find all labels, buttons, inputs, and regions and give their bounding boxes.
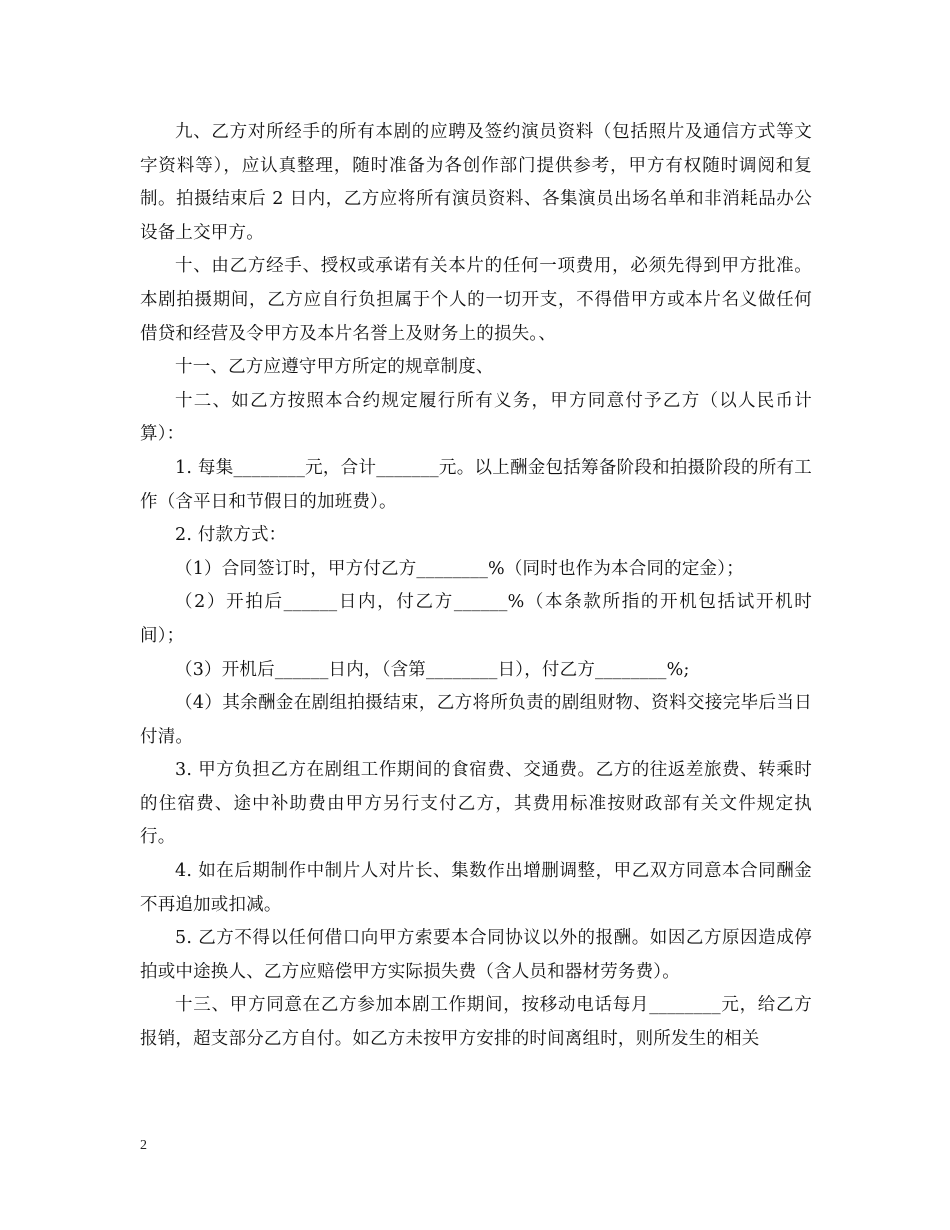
clause-12-item-4: 4. 如在后期制作中制片人对片长、集数作出增删调整，甲乙双方同意本合同酬金不再追加或扣减。 <box>140 861 812 915</box>
page-number: 2 <box>140 1138 147 1153</box>
clause-11: 十一、乙方应遵守甲方所定的规章制度、 <box>175 357 494 378</box>
clause-12: 十二、如乙方按照本合约规定履行所有义务，甲方同意付予乙方（以人民币计算）： <box>140 390 812 445</box>
clause-13: 十三、甲方同意在乙方参加本剧工作期间，按移动电话每月________元，给乙方报销，超支部分乙方自付。如乙方未按甲方安排的时间离组时，则所发生的相关 <box>140 995 812 1050</box>
clause-12-item-2: 2. 付款方式： <box>175 525 287 546</box>
clause-10: 十、由乙方经手、授权或承诺有关本片的任何一项费用，必须先得到甲方批准。本剧拍摄期间，乙方应自行负担属于个人的一切开支，不得借甲方或本片名义做任何借贷和经营及令甲方及本片名誉上及财务上的损失。、 <box>140 256 812 344</box>
payment-step-2: （2）开拍后______日内，付乙方______%（本条款所指的开机包括试开机时间）； <box>140 592 812 646</box>
clause-12-item-5: 5. 乙方不得以任何借口向甲方索要本合同协议以外的报酬。如因乙方原因造成停拍或中途换人、乙方应赔偿甲方实际损失费（含人员和器材劳务费）。 <box>140 928 812 982</box>
payment-step-3: （3）开机后______日内，（含第________日），付乙方________%; <box>175 659 690 680</box>
clause-9: 九、乙方对所经手的所有本剧的应聘及签约演员资料（包括照片及通信方式等文字资料等），应认真整理，随时准备为各创作部门提供参考，甲方有权随时调阅和复制。拍摄结束后 2 日内，乙方应将所有演员资料、各集演员出场名单和非消耗品办公设备上交甲方。 <box>140 122 812 243</box>
clause-12-item-3: 3. 甲方负担乙方在剧组工作期间的食宿费、交通费。乙方的往返差旅费、转乘时的住宿费、途中补助费由甲方另行支付乙方，其费用标准按财政部有关文件规定执行。 <box>140 760 812 848</box>
clause-12-item-1: 1. 每集________元，合计_______元。以上酬金包括筹备阶段和拍摄阶段的所有工作（含平日和节假日的加班费）。 <box>140 457 812 512</box>
document-body <box>140 116 812 1057</box>
payment-step-4: （4）其余酬金在剧组拍摄结束，乙方将所负责的剧组财物、资料交接完毕后当日付清。 <box>140 693 812 747</box>
payment-step-1: （1）合同签订时，甲方付乙方________%（同时也作为本合同的定金）； <box>175 558 744 579</box>
